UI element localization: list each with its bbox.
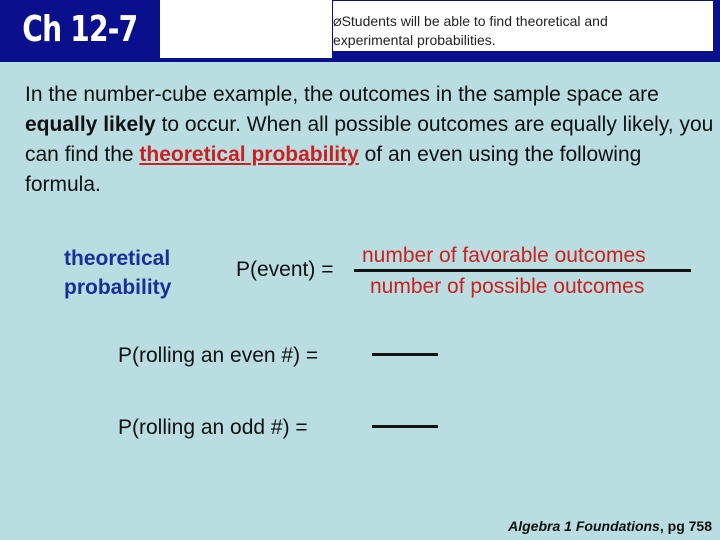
objective-box [332,0,720,58]
equally-likely-term: equally likely [25,113,156,136]
answer-blank-even [372,353,438,356]
source-citation [508,518,712,534]
formula-term-label [64,244,171,302]
term-line-2: probability [64,276,172,299]
answer-blank-odd [372,425,438,428]
book-title: Algebra 1 Foundations [508,518,660,534]
objective-text [332,0,714,52]
question-even: P(rolling an even #) = [118,344,319,367]
para-text-1: In the number-cube example, the outcomes in the sample space are [25,83,659,106]
para-text-2: to occur. When all possible outcomes are equally likely, you can find the [25,113,714,166]
chapter-title: Ch 12-7 [22,8,138,50]
term-line-1: theoretical [64,247,171,270]
header-divider [0,58,720,62]
objective-line-2: experimental probabilities. [333,32,496,48]
intro-paragraph [25,80,715,200]
objective-line-1: Students will be able to find theoretical and [341,13,608,29]
chapter-title-box [0,0,160,58]
page-ref: , pg 758 [659,518,712,534]
header-bar [0,0,720,58]
question-odd: P(rolling an odd #) = [118,416,308,439]
para-text-3: of an even using the following formula. [25,143,642,196]
fraction-bar [354,269,691,272]
theoretical-probability-term: theoretical probability [139,143,359,166]
formula-denominator: number of possible outcomes [370,275,645,298]
formula-lhs: P(event) = [236,258,334,281]
arrow-bullet-icon: Ø [333,17,342,29]
formula-numerator: number of favorable outcomes [362,244,646,267]
